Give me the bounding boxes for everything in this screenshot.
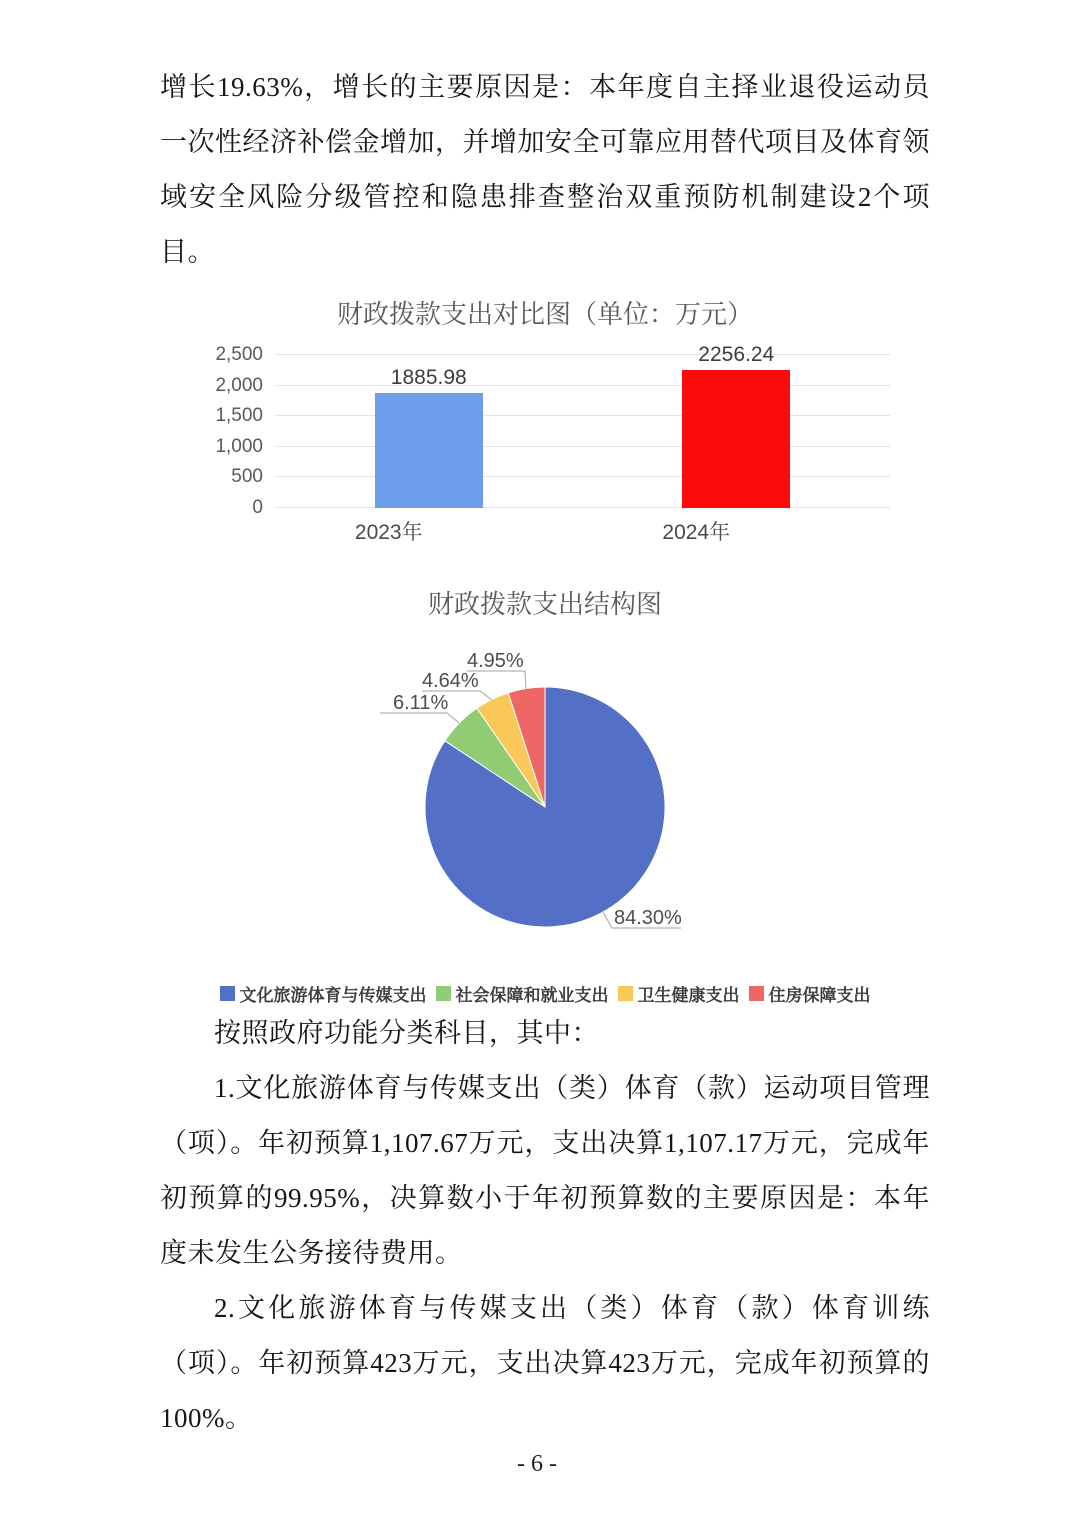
pie-chart-title: 财政拨款支出结构图 (427, 589, 662, 619)
bar-chart-plot (275, 342, 890, 508)
bar-value-label: 2256.24 (698, 342, 775, 366)
bar-group (374, 366, 484, 508)
pie-chart-canvas (195, 625, 895, 957)
legend-swatch (749, 986, 764, 1001)
bar-chart-bars (275, 325, 890, 508)
legend-swatch (618, 986, 633, 1001)
y-tick-label: 500 (231, 466, 263, 488)
bar-chart-title: 财政拨款支出对比图（单位：万元） (336, 299, 753, 329)
page-number: - 6 - (517, 1451, 557, 1477)
pie-chart-section (160, 584, 930, 1006)
pie-label-blue: 84.30% (614, 907, 682, 929)
legend-item (618, 981, 740, 1006)
bar (682, 370, 790, 508)
legend-swatch (220, 986, 235, 1001)
y-tick-label: 1,000 (215, 435, 263, 457)
legend-item (749, 981, 871, 1006)
paragraph-item2: 2.文化旅游体育与传媒支出（类）体育（款）体育训练（项）。年初预算423万元，支出决算423万元，完成年初预算的100%。 (160, 1293, 930, 1433)
legend-item (220, 981, 427, 1006)
y-tick-label: 1,500 (215, 405, 263, 427)
pie-label-green: 6.11% (393, 692, 449, 714)
legend-item (436, 981, 609, 1006)
bar-value-label: 1885.98 (390, 365, 467, 389)
pie-slices (425, 687, 665, 927)
leader-line-green (380, 713, 459, 723)
bar-chart-plot-area (200, 342, 890, 518)
x-category-label: 2024年 (662, 521, 731, 544)
legend-label: 文化旅游体育与传媒支出 (239, 986, 427, 1005)
pie-label-yellow: 4.64% (422, 670, 479, 692)
paragraph-item1: 1.文化旅游体育与传媒支出（类）体育（款）运动项目管理（项）。年初预算1,107.67万元，支出决算1,107.17万元，完成年初预算的99.95%，决算数小于年初预算数的主要原因是：本年度未发生公务接待费用。 (160, 1073, 930, 1268)
legend-label: 卫生健康支出 (637, 986, 740, 1005)
paragraph-functional: 按照政府功能分类科目，其中： (214, 1018, 599, 1048)
bar-chart-section (160, 294, 930, 546)
y-tick-label: 0 (252, 497, 263, 518)
x-category-label: 2023年 (354, 521, 423, 544)
bar-chart-x-axis (235, 516, 850, 546)
pie-chart-legend (160, 981, 930, 1006)
paragraph-intro: 增长19.63%，增长的主要原因是：本年度自主择业退役运动员一次性经济补偿金增加，并增加安全可靠应用替代项目及体育领域安全风险分级管控和隐患排查整治双重预防机制建设2个项目。 (160, 72, 930, 267)
bar-group (681, 343, 791, 508)
bar (375, 393, 483, 508)
y-tick-label: 2,500 (215, 344, 263, 365)
legend-label: 社会保障和就业支出 (455, 986, 609, 1005)
legend-label: 住房保障支出 (768, 986, 871, 1005)
legend-swatch (436, 986, 451, 1001)
y-tick-label: 2,000 (215, 374, 263, 396)
bar-chart-y-axis (200, 344, 275, 518)
pie-label-red: 4.95% (467, 650, 524, 672)
